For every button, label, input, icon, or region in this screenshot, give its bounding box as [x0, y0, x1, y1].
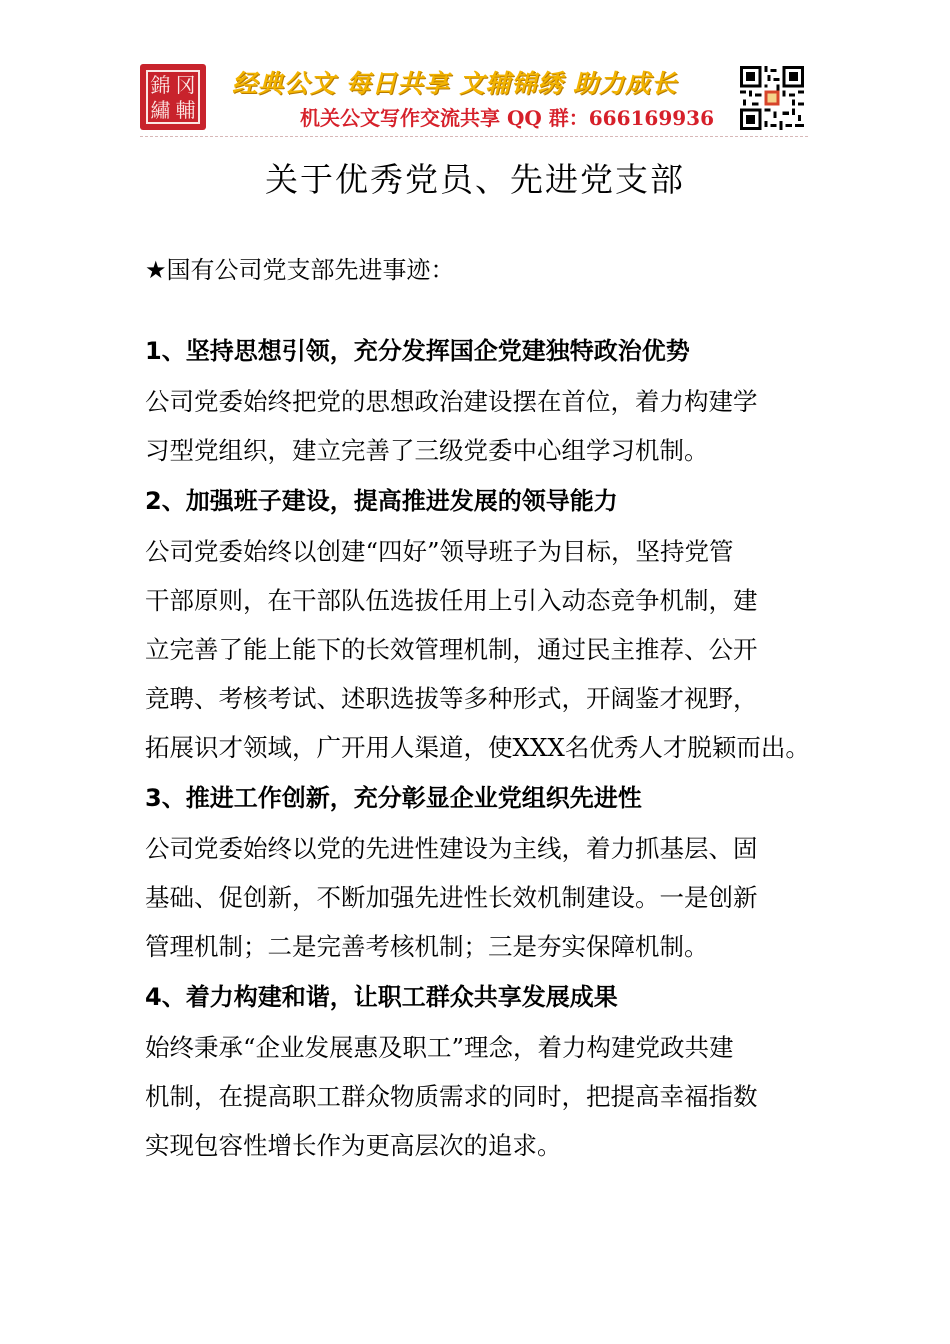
section-heading: 4、着力构建和谐，让职工群众共享发展成果 [145, 983, 618, 1011]
paragraph-line: 公司党委始终把党的思想政治建设摆在首位，着力构建学 [145, 387, 758, 416]
seal-char: 錦 [150, 72, 171, 97]
paragraph-line: 习型党组织，建立完善了三级党委中心组学习机制。 [145, 436, 709, 465]
paragraph-line: 机制，在提高职工群众物质需求的同时，把提高幸福指数 [145, 1082, 758, 1111]
paragraph-line: 实现包容性增长作为更高层次的追求。 [145, 1131, 562, 1160]
paragraph-line: 基础、促创新，不断加强先进性长效机制建设。一是创新 [145, 883, 758, 912]
paragraph-line: 管理机制；二是完善考核机制；三是夯实保障机制。 [145, 932, 709, 961]
section-heading: 1、坚持思想引领，充分发挥国企党建独特政治优势 [145, 337, 690, 365]
seal-char: 輔 [175, 97, 196, 122]
document-body [145, 242, 825, 1170]
seal-char: 繡 [150, 97, 171, 122]
paragraph-line: 竞聘、考核考试、述职选拔等多种形式，开阔鉴才视野， [145, 684, 758, 713]
header-slogan: 经典公文 每日共享 文辅锦绣 助力成长 [232, 69, 678, 98]
qr-code-icon [740, 66, 804, 130]
header-banner [140, 62, 808, 134]
document-title: 关于优秀党员、先进党支部 [265, 160, 685, 199]
paragraph-line: 始终秉承“企业发展惠及职工”理念，着力构建党政共建 [145, 1033, 734, 1062]
header-qq-line: 机关公文写作交流共享 QQ 群：666169936 [300, 106, 715, 130]
paragraph-line: 公司党委始终以创建“四好”领导班子为目标，坚持党管 [145, 537, 734, 566]
paragraph-line: 公司党委始终以党的先进性建设为主线，着力抓基层、固 [145, 834, 758, 863]
header-divider [140, 136, 808, 138]
intro-line: ★国有公司党支部先进事迹： [145, 256, 455, 284]
seal-logo [140, 64, 206, 130]
seal-char: 冈 [175, 72, 196, 97]
section-heading: 2、加强班子建设，提高推进发展的领导能力 [145, 487, 618, 515]
paragraph-line: 立完善了能上能下的长效管理机制，通过民主推荐、公开 [145, 635, 758, 664]
section-heading: 3、推进工作创新，充分彰显企业党组织先进性 [145, 784, 642, 812]
paragraph-line: 拓展识才领域，广开用人渠道，使XXX名优秀人才脱颖而出。 [145, 733, 810, 762]
paragraph-line: 干部原则，在干部队伍选拔任用上引入动态竞争机制，建 [145, 586, 758, 615]
